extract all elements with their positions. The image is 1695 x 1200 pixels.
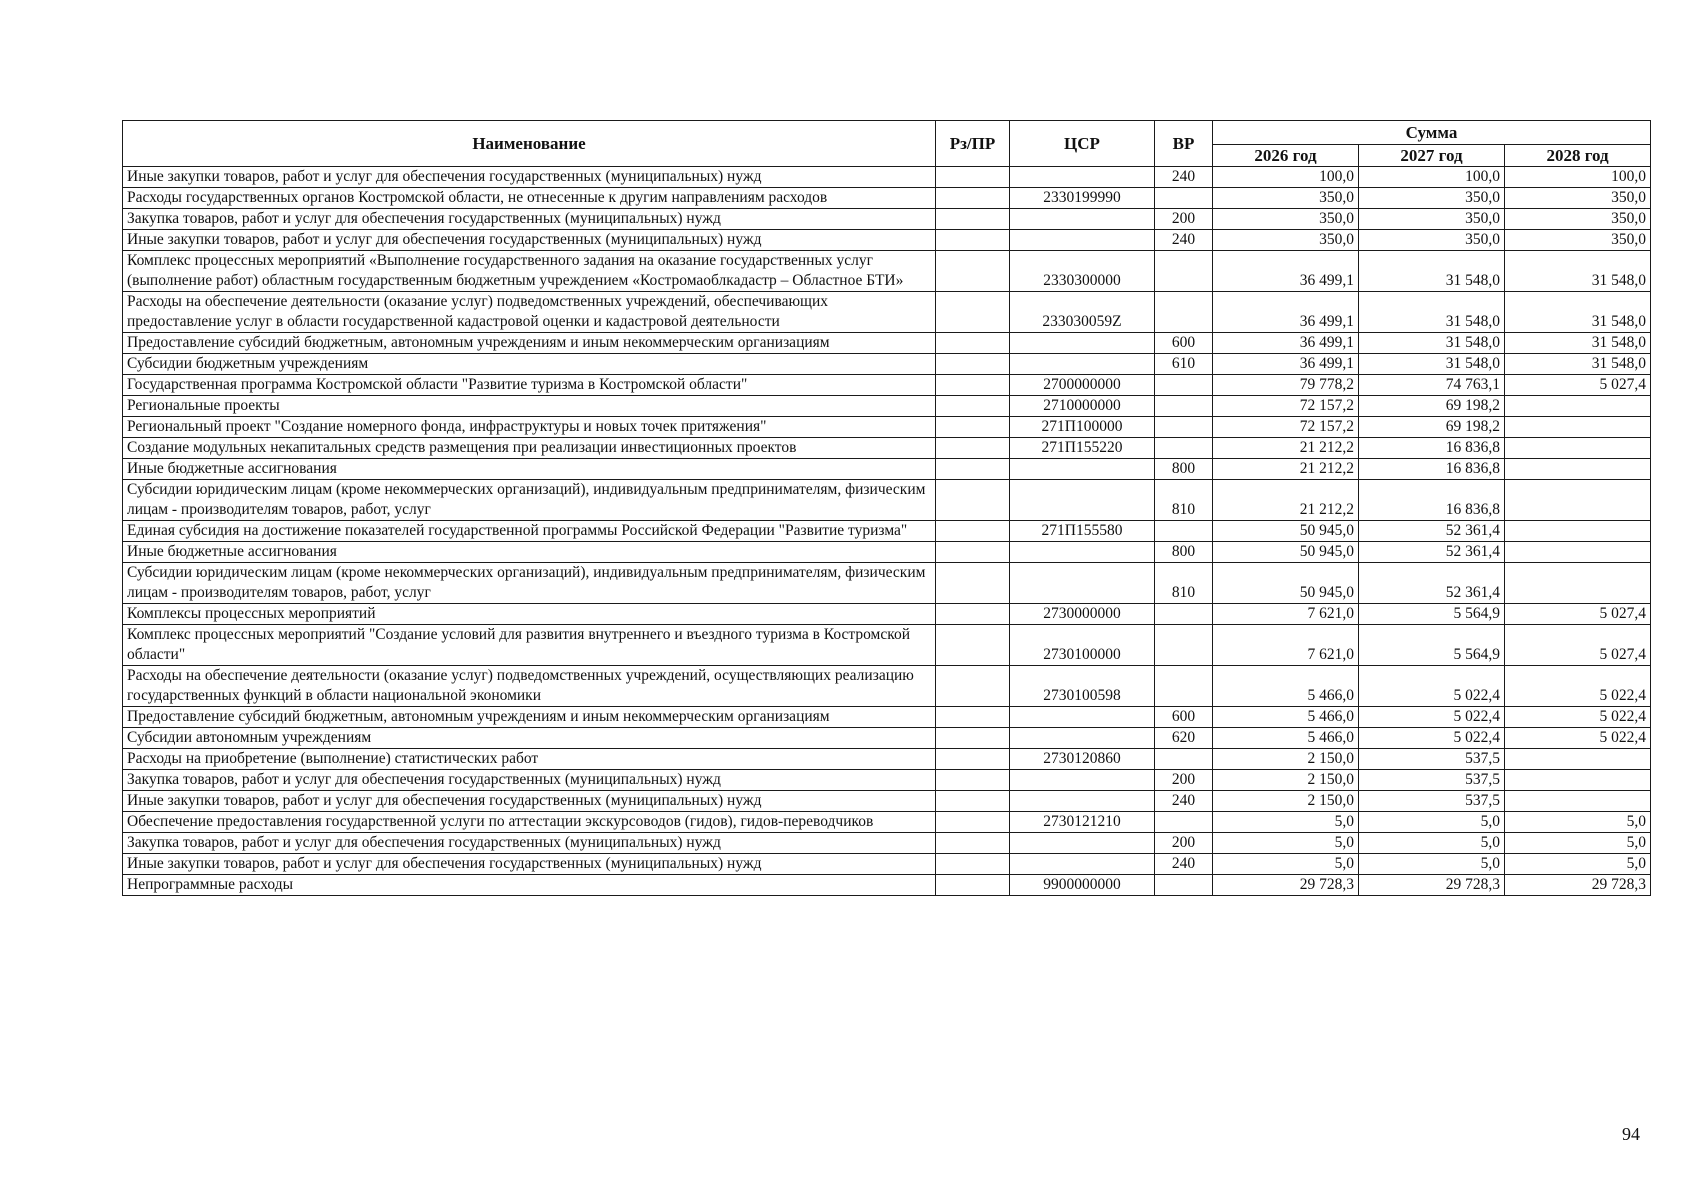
table-row: [123, 854, 1651, 875]
cell-2027: 52 361,4: [1359, 542, 1505, 563]
cell-csr: [1010, 770, 1155, 791]
cell-vr: 240: [1155, 167, 1213, 188]
cell-2028: 5 027,4: [1505, 625, 1651, 666]
cell-csr: [1010, 230, 1155, 251]
cell-vr: 200: [1155, 833, 1213, 854]
cell-2026: 72 157,2: [1213, 396, 1359, 417]
cell-2026: 5 466,0: [1213, 666, 1359, 707]
table-row: [123, 188, 1651, 209]
cell-2028: [1505, 396, 1651, 417]
cell-vr: [1155, 188, 1213, 209]
cell-vr: 610: [1155, 354, 1213, 375]
cell-vr: [1155, 438, 1213, 459]
cell-2026: 36 499,1: [1213, 251, 1359, 292]
cell-2028: 5 022,4: [1505, 707, 1651, 728]
cell-name: Иные бюджетные ассигнования: [123, 459, 936, 480]
cell-name: Субсидии автономным учреждениям: [123, 728, 936, 749]
cell-name: Субсидии юридическим лицам (кроме некоммерческих организаций), индивидуальным предпринимателям, физическим лицам - производителям товаров, работ, услуг: [123, 563, 936, 604]
cell-name: Субсидии юридическим лицам (кроме некоммерческих организаций), индивидуальным предпринимателям, физическим лицам - производителям товаров, работ, услуг: [123, 480, 936, 521]
cell-vr: 600: [1155, 333, 1213, 354]
cell-vr: 240: [1155, 230, 1213, 251]
cell-csr: [1010, 354, 1155, 375]
cell-rzpr: [936, 728, 1010, 749]
cell-2027: 100,0: [1359, 167, 1505, 188]
cell-csr: [1010, 791, 1155, 812]
cell-name: Иные закупки товаров, работ и услуг для обеспечения государственных (муниципальных) нужд: [123, 791, 936, 812]
cell-2026: 5,0: [1213, 854, 1359, 875]
cell-2027: 29 728,3: [1359, 875, 1505, 896]
cell-name: Непрограммные расходы: [123, 875, 936, 896]
header-csr: ЦСР: [1010, 121, 1155, 167]
cell-csr: 2730100598: [1010, 666, 1155, 707]
table-row: [123, 333, 1651, 354]
cell-name: Единая субсидия на достижение показателей государственной программы Российской Федерации "Развитие туризма": [123, 521, 936, 542]
cell-csr: 2730120860: [1010, 749, 1155, 770]
table-row: [123, 875, 1651, 896]
cell-2027: 537,5: [1359, 770, 1505, 791]
table-row: [123, 251, 1651, 292]
cell-2026: 50 945,0: [1213, 563, 1359, 604]
cell-vr: [1155, 521, 1213, 542]
cell-2028: 350,0: [1505, 188, 1651, 209]
cell-2026: 5,0: [1213, 812, 1359, 833]
cell-name: Государственная программа Костромской области "Развитие туризма в Костромской области": [123, 375, 936, 396]
cell-vr: 810: [1155, 480, 1213, 521]
cell-2026: 350,0: [1213, 230, 1359, 251]
cell-2027: 5,0: [1359, 833, 1505, 854]
cell-vr: [1155, 292, 1213, 333]
cell-name: Региональные проекты: [123, 396, 936, 417]
cell-2027: 537,5: [1359, 749, 1505, 770]
cell-name: Иные закупки товаров, работ и услуг для обеспечения государственных (муниципальных) нужд: [123, 230, 936, 251]
cell-2027: 5,0: [1359, 812, 1505, 833]
cell-csr: 271П155580: [1010, 521, 1155, 542]
cell-2027: 5 022,4: [1359, 728, 1505, 749]
cell-name: Расходы на обеспечение деятельности (оказание услуг) подведомственных учреждений, обеспечивающих предоставление услуг в области государственной кадастровой оценки и кадастровой деятельности: [123, 292, 936, 333]
cell-2027: 5 564,9: [1359, 625, 1505, 666]
cell-vr: 240: [1155, 791, 1213, 812]
cell-2028: 31 548,0: [1505, 354, 1651, 375]
cell-name: Расходы на приобретение (выполнение) статистических работ: [123, 749, 936, 770]
cell-2028: 31 548,0: [1505, 333, 1651, 354]
cell-2027: 16 836,8: [1359, 438, 1505, 459]
cell-2028: [1505, 770, 1651, 791]
cell-csr: [1010, 333, 1155, 354]
header-2028: 2028 год: [1505, 145, 1651, 167]
cell-rzpr: [936, 230, 1010, 251]
cell-2026: 21 212,2: [1213, 459, 1359, 480]
cell-name: Иные закупки товаров, работ и услуг для обеспечения государственных (муниципальных) нужд: [123, 167, 936, 188]
cell-rzpr: [936, 167, 1010, 188]
cell-vr: 240: [1155, 854, 1213, 875]
cell-2028: 5,0: [1505, 812, 1651, 833]
table-row: [123, 749, 1651, 770]
cell-2026: 7 621,0: [1213, 625, 1359, 666]
table-row: [123, 812, 1651, 833]
cell-rzpr: [936, 791, 1010, 812]
header-2027: 2027 год: [1359, 145, 1505, 167]
table-row: [123, 292, 1651, 333]
budget-table: [122, 120, 1651, 896]
cell-2026: 350,0: [1213, 209, 1359, 230]
header-2026: 2026 год: [1213, 145, 1359, 167]
cell-csr: 2700000000: [1010, 375, 1155, 396]
cell-name: Расходы государственных органов Костромской области, не отнесенные к другим направлениям расходов: [123, 188, 936, 209]
cell-2027: 350,0: [1359, 188, 1505, 209]
cell-rzpr: [936, 292, 1010, 333]
cell-2027: 31 548,0: [1359, 292, 1505, 333]
cell-rzpr: [936, 875, 1010, 896]
cell-2027: 69 198,2: [1359, 396, 1505, 417]
cell-rzpr: [936, 563, 1010, 604]
cell-csr: [1010, 480, 1155, 521]
cell-2028: 5,0: [1505, 833, 1651, 854]
cell-2028: 29 728,3: [1505, 875, 1651, 896]
table-header: [123, 121, 1651, 167]
cell-rzpr: [936, 812, 1010, 833]
cell-vr: 200: [1155, 770, 1213, 791]
table-row: [123, 770, 1651, 791]
cell-2028: [1505, 459, 1651, 480]
cell-2028: 31 548,0: [1505, 251, 1651, 292]
cell-2028: [1505, 480, 1651, 521]
table-row: [123, 354, 1651, 375]
cell-name: Иные закупки товаров, работ и услуг для обеспечения государственных (муниципальных) нужд: [123, 854, 936, 875]
cell-csr: [1010, 833, 1155, 854]
cell-name: Расходы на обеспечение деятельности (оказание услуг) подведомственных учреждений, осуществляющих реализацию государственных функций в области национальной экономики: [123, 666, 936, 707]
table-row: [123, 375, 1651, 396]
cell-name: Закупка товаров, работ и услуг для обеспечения государственных (муниципальных) нужд: [123, 770, 936, 791]
cell-rzpr: [936, 833, 1010, 854]
cell-name: Комплекс процессных мероприятий «Выполнение государственного задания на оказание государственных услуг (выполнение работ) областным государственным бюджетным учреждением «Костромаоблкадастр – Областное БТИ»: [123, 251, 936, 292]
cell-2027: 5,0: [1359, 854, 1505, 875]
cell-2027: 16 836,8: [1359, 480, 1505, 521]
cell-2028: 5 027,4: [1505, 604, 1651, 625]
cell-2027: 31 548,0: [1359, 354, 1505, 375]
cell-vr: 200: [1155, 209, 1213, 230]
cell-csr: [1010, 563, 1155, 604]
table-row: [123, 625, 1651, 666]
cell-rzpr: [936, 749, 1010, 770]
table-row: [123, 521, 1651, 542]
cell-2026: 350,0: [1213, 188, 1359, 209]
header-vr: ВР: [1155, 121, 1213, 167]
cell-csr: 2730121210: [1010, 812, 1155, 833]
table-row: [123, 666, 1651, 707]
cell-vr: [1155, 417, 1213, 438]
cell-rzpr: [936, 521, 1010, 542]
cell-csr: 2730000000: [1010, 604, 1155, 625]
cell-2026: 21 212,2: [1213, 480, 1359, 521]
cell-rzpr: [936, 459, 1010, 480]
cell-2028: [1505, 563, 1651, 604]
cell-name: Субсидии бюджетным учреждениям: [123, 354, 936, 375]
cell-rzpr: [936, 251, 1010, 292]
cell-csr: [1010, 707, 1155, 728]
header-name: Наименование: [123, 121, 936, 167]
cell-2028: 5,0: [1505, 854, 1651, 875]
header-row: [123, 121, 1651, 145]
cell-rzpr: [936, 770, 1010, 791]
table-row: [123, 707, 1651, 728]
cell-vr: 800: [1155, 542, 1213, 563]
cell-rzpr: [936, 480, 1010, 521]
cell-vr: 600: [1155, 707, 1213, 728]
cell-csr: 2710000000: [1010, 396, 1155, 417]
cell-2028: [1505, 791, 1651, 812]
cell-name: Предоставление субсидий бюджетным, автономным учреждениям и иным некоммерческим организациям: [123, 707, 936, 728]
cell-rzpr: [936, 438, 1010, 459]
cell-vr: [1155, 396, 1213, 417]
table-row: [123, 604, 1651, 625]
table-row: [123, 209, 1651, 230]
cell-rzpr: [936, 604, 1010, 625]
table-body: [123, 167, 1651, 896]
cell-csr: 2730100000: [1010, 625, 1155, 666]
cell-2028: [1505, 542, 1651, 563]
cell-name: Комплексы процессных мероприятий: [123, 604, 936, 625]
cell-2027: 31 548,0: [1359, 333, 1505, 354]
cell-name: Региональный проект "Создание номерного фонда, инфраструктуры и новых точек притяжения": [123, 417, 936, 438]
cell-2027: 537,5: [1359, 791, 1505, 812]
header-sum: Сумма: [1213, 121, 1651, 145]
cell-2026: 50 945,0: [1213, 542, 1359, 563]
cell-2028: 5 027,4: [1505, 375, 1651, 396]
page-number: 94: [1622, 1124, 1640, 1144]
cell-vr: [1155, 625, 1213, 666]
cell-2026: 2 150,0: [1213, 770, 1359, 791]
cell-2028: [1505, 438, 1651, 459]
cell-2028: 31 548,0: [1505, 292, 1651, 333]
cell-2026: 29 728,3: [1213, 875, 1359, 896]
cell-name: Предоставление субсидий бюджетным, автономным учреждениям и иным некоммерческим организациям: [123, 333, 936, 354]
table-row: [123, 230, 1651, 251]
cell-vr: [1155, 375, 1213, 396]
cell-csr: [1010, 209, 1155, 230]
table-row: [123, 563, 1651, 604]
table-row: [123, 167, 1651, 188]
cell-csr: 233030059Z: [1010, 292, 1155, 333]
cell-csr: [1010, 459, 1155, 480]
cell-2027: 74 763,1: [1359, 375, 1505, 396]
cell-2026: 79 778,2: [1213, 375, 1359, 396]
cell-2028: [1505, 749, 1651, 770]
cell-vr: 810: [1155, 563, 1213, 604]
cell-csr: 2330300000: [1010, 251, 1155, 292]
cell-2028: 350,0: [1505, 209, 1651, 230]
cell-2028: 350,0: [1505, 230, 1651, 251]
cell-2026: 72 157,2: [1213, 417, 1359, 438]
cell-csr: 271П100000: [1010, 417, 1155, 438]
cell-rzpr: [936, 375, 1010, 396]
cell-rzpr: [936, 854, 1010, 875]
cell-2026: 36 499,1: [1213, 354, 1359, 375]
cell-rzpr: [936, 625, 1010, 666]
cell-2028: 100,0: [1505, 167, 1651, 188]
cell-csr: [1010, 167, 1155, 188]
cell-2027: 350,0: [1359, 230, 1505, 251]
cell-2027: 52 361,4: [1359, 563, 1505, 604]
cell-2026: 21 212,2: [1213, 438, 1359, 459]
cell-2028: 5 022,4: [1505, 666, 1651, 707]
cell-csr: [1010, 854, 1155, 875]
cell-2027: 5 022,4: [1359, 707, 1505, 728]
cell-2026: 7 621,0: [1213, 604, 1359, 625]
cell-rzpr: [936, 396, 1010, 417]
cell-csr: 9900000000: [1010, 875, 1155, 896]
table-row: [123, 396, 1651, 417]
cell-2028: 5 022,4: [1505, 728, 1651, 749]
cell-2027: 350,0: [1359, 209, 1505, 230]
cell-2027: 5 022,4: [1359, 666, 1505, 707]
cell-2027: 52 361,4: [1359, 521, 1505, 542]
cell-vr: [1155, 875, 1213, 896]
cell-vr: 620: [1155, 728, 1213, 749]
cell-rzpr: [936, 417, 1010, 438]
cell-2026: 5 466,0: [1213, 728, 1359, 749]
cell-rzpr: [936, 209, 1010, 230]
cell-csr: 2330199990: [1010, 188, 1155, 209]
cell-2026: 2 150,0: [1213, 791, 1359, 812]
cell-csr: [1010, 542, 1155, 563]
cell-rzpr: [936, 188, 1010, 209]
cell-name: Иные бюджетные ассигнования: [123, 542, 936, 563]
cell-vr: [1155, 251, 1213, 292]
cell-name: Обеспечение предоставления государственной услуги по аттестации экскурсоводов (гидов), гидов-переводчиков: [123, 812, 936, 833]
cell-2026: 36 499,1: [1213, 333, 1359, 354]
cell-rzpr: [936, 333, 1010, 354]
cell-name: Закупка товаров, работ и услуг для обеспечения государственных (муниципальных) нужд: [123, 833, 936, 854]
header-rzpr: Рз/ПР: [936, 121, 1010, 167]
cell-rzpr: [936, 354, 1010, 375]
cell-2026: 5,0: [1213, 833, 1359, 854]
cell-2026: 100,0: [1213, 167, 1359, 188]
table-row: [123, 791, 1651, 812]
cell-rzpr: [936, 707, 1010, 728]
cell-vr: [1155, 604, 1213, 625]
cell-rzpr: [936, 542, 1010, 563]
cell-name: Закупка товаров, работ и услуг для обеспечения государственных (муниципальных) нужд: [123, 209, 936, 230]
table-row: [123, 833, 1651, 854]
table-row: [123, 417, 1651, 438]
cell-vr: 800: [1155, 459, 1213, 480]
cell-2027: 69 198,2: [1359, 417, 1505, 438]
table-row: [123, 480, 1651, 521]
table-row: [123, 728, 1651, 749]
cell-2027: 5 564,9: [1359, 604, 1505, 625]
cell-rzpr: [936, 666, 1010, 707]
table-row: [123, 438, 1651, 459]
table-row: [123, 459, 1651, 480]
table-row: [123, 542, 1651, 563]
cell-name: Создание модульных некапитальных средств размещения при реализации инвестиционных проектов: [123, 438, 936, 459]
cell-2027: 16 836,8: [1359, 459, 1505, 480]
cell-2026: 2 150,0: [1213, 749, 1359, 770]
cell-csr: 271П155220: [1010, 438, 1155, 459]
cell-2026: 36 499,1: [1213, 292, 1359, 333]
cell-2027: 31 548,0: [1359, 251, 1505, 292]
cell-2026: 5 466,0: [1213, 707, 1359, 728]
cell-2028: [1505, 417, 1651, 438]
cell-vr: [1155, 749, 1213, 770]
cell-vr: [1155, 812, 1213, 833]
cell-vr: [1155, 666, 1213, 707]
cell-2026: 50 945,0: [1213, 521, 1359, 542]
cell-name: Комплекс процессных мероприятий "Создание условий для развития внутреннего и въездного туризма в Костромской области": [123, 625, 936, 666]
cell-csr: [1010, 728, 1155, 749]
cell-2028: [1505, 521, 1651, 542]
